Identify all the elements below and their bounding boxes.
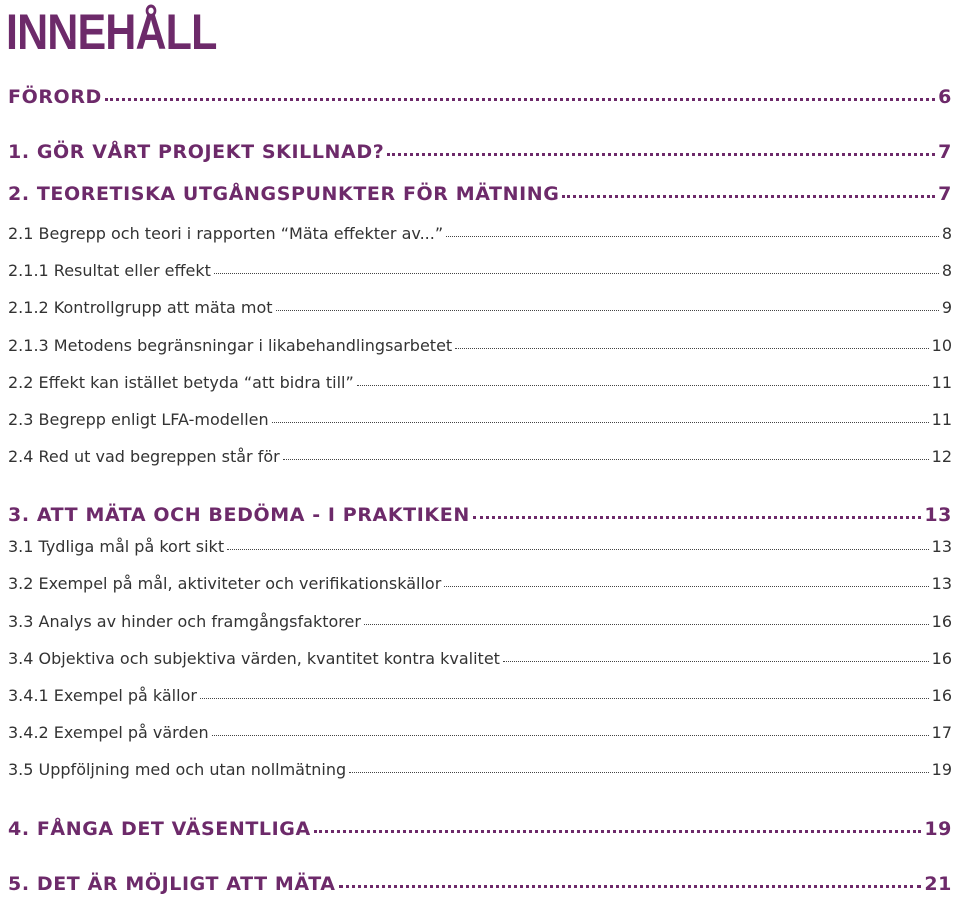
dot-leader bbox=[105, 98, 935, 101]
toc-entry-label: 2.3 Begrepp enligt LFA-modellen bbox=[8, 410, 269, 429]
dot-leader bbox=[314, 830, 922, 833]
dot-leader bbox=[349, 772, 929, 773]
toc-page-number: 8 bbox=[941, 261, 952, 280]
dot-leader bbox=[214, 273, 939, 274]
toc-entry-label: 2.1 Begrepp och teori i rapporten “Mäta effekter av...” bbox=[8, 224, 444, 243]
toc-entry-label: 3.1 Tydliga mål på kort sikt bbox=[8, 537, 225, 556]
toc-page-number: 19 bbox=[924, 818, 952, 840]
toc-entry-label: 2.1.2 Kontrollgrupp att mäta mot bbox=[8, 298, 273, 317]
toc-page-number: 8 bbox=[941, 224, 952, 243]
toc-entry-2-1-1[interactable] bbox=[8, 261, 952, 280]
toc-entry-label: 1. GÖR VÅRT PROJEKT SKILLNAD? bbox=[8, 141, 385, 163]
toc-page-number: 19 bbox=[931, 760, 952, 779]
toc-entry-2-3[interactable] bbox=[8, 410, 952, 429]
dot-leader bbox=[357, 385, 929, 386]
toc-entry-forord[interactable] bbox=[8, 86, 952, 108]
toc-page-number: 17 bbox=[931, 723, 952, 742]
toc-entry-5[interactable] bbox=[8, 873, 952, 895]
toc-entry-label: 5. DET ÄR MÖJLIGT ATT MÄTA bbox=[8, 873, 336, 895]
dot-leader bbox=[455, 348, 928, 349]
toc-entry-label: 3.5 Uppföljning med och utan nollmätning bbox=[8, 760, 347, 779]
toc-entry-label: 3.2 Exempel på mål, aktiviteter och verifikationskällor bbox=[8, 574, 442, 593]
dot-leader bbox=[276, 310, 939, 311]
toc-entry-label: 3.3 Analys av hinder och framgångsfaktorer bbox=[8, 612, 361, 631]
dot-leader bbox=[212, 735, 929, 736]
dot-leader bbox=[364, 624, 929, 625]
toc-page-number: 6 bbox=[938, 86, 952, 108]
dot-leader bbox=[200, 698, 929, 699]
toc-entry-label: 2. TEORETISKA UTGÅNGSPUNKTER FÖR MÄTNING bbox=[8, 183, 560, 205]
toc-entry-2-4[interactable] bbox=[8, 447, 952, 466]
toc-entry-label: 3. ATT MÄTA OCH BEDÖMA - I PRAKTIKEN bbox=[8, 504, 470, 526]
dot-leader bbox=[387, 153, 935, 156]
toc-entry-4[interactable] bbox=[8, 818, 952, 840]
toc-entry-3[interactable] bbox=[8, 504, 952, 526]
toc-entry-label: 4. FÅNGA DET VÄSENTLIGA bbox=[8, 818, 311, 840]
toc-page-number: 13 bbox=[931, 537, 952, 556]
toc-entry-label: 2.2 Effekt kan istället betyda “att bidra till” bbox=[8, 373, 354, 392]
dot-leader bbox=[227, 549, 929, 550]
toc-page-number: 13 bbox=[931, 574, 952, 593]
toc-entry-2-2[interactable] bbox=[8, 373, 952, 392]
toc-page-number: 16 bbox=[931, 686, 952, 705]
toc-entry-3-1[interactable] bbox=[8, 537, 952, 556]
page-title: INNEHÅLL bbox=[6, 4, 217, 60]
toc-page-number: 7 bbox=[938, 183, 952, 205]
toc-entry-2-1-2[interactable] bbox=[8, 298, 952, 317]
dot-leader bbox=[444, 586, 928, 587]
toc-page-number: 7 bbox=[938, 141, 952, 163]
toc-page-number: 16 bbox=[931, 612, 952, 631]
toc-entry-3-2[interactable] bbox=[8, 574, 952, 593]
dot-leader bbox=[446, 236, 939, 237]
toc-page-number: 12 bbox=[931, 447, 952, 466]
dot-leader bbox=[503, 661, 929, 662]
toc-entry-2-1[interactable] bbox=[8, 224, 952, 243]
toc-entry-2-1-3[interactable] bbox=[8, 336, 952, 355]
toc-entry-label: 3.4.2 Exempel på värden bbox=[8, 723, 209, 742]
toc-entry-3-3[interactable] bbox=[8, 612, 952, 631]
dot-leader bbox=[473, 516, 922, 519]
toc-entry-label: 2.1.1 Resultat eller effekt bbox=[8, 261, 211, 280]
toc-entry-1[interactable] bbox=[8, 141, 952, 163]
dot-leader bbox=[283, 459, 929, 460]
toc-page-number: 11 bbox=[931, 410, 952, 429]
toc-entry-3-4-1[interactable] bbox=[8, 686, 952, 705]
dot-leader bbox=[339, 885, 922, 888]
toc-entry-label: 2.1.3 Metodens begränsningar i likabehandlingsarbetet bbox=[8, 336, 453, 355]
toc-page-number: 11 bbox=[931, 373, 952, 392]
toc-page-number: 21 bbox=[924, 873, 952, 895]
toc-page-number: 10 bbox=[931, 336, 952, 355]
toc-entry-3-5[interactable] bbox=[8, 760, 952, 779]
toc-entry-label: 2.4 Red ut vad begreppen står för bbox=[8, 447, 280, 466]
toc-entry-3-4-2[interactable] bbox=[8, 723, 952, 742]
toc-page-number: 9 bbox=[941, 298, 952, 317]
toc-entry-2[interactable] bbox=[8, 183, 952, 205]
toc-entry-label: FÖRORD bbox=[8, 86, 102, 108]
toc-entry-3-4[interactable] bbox=[8, 649, 952, 668]
dot-leader bbox=[272, 422, 929, 423]
dot-leader bbox=[562, 195, 935, 198]
toc-page-number: 13 bbox=[924, 504, 952, 526]
toc-page-number: 16 bbox=[931, 649, 952, 668]
toc-entry-label: 3.4 Objektiva och subjektiva värden, kvantitet kontra kvalitet bbox=[8, 649, 500, 668]
toc-entry-label: 3.4.1 Exempel på källor bbox=[8, 686, 197, 705]
